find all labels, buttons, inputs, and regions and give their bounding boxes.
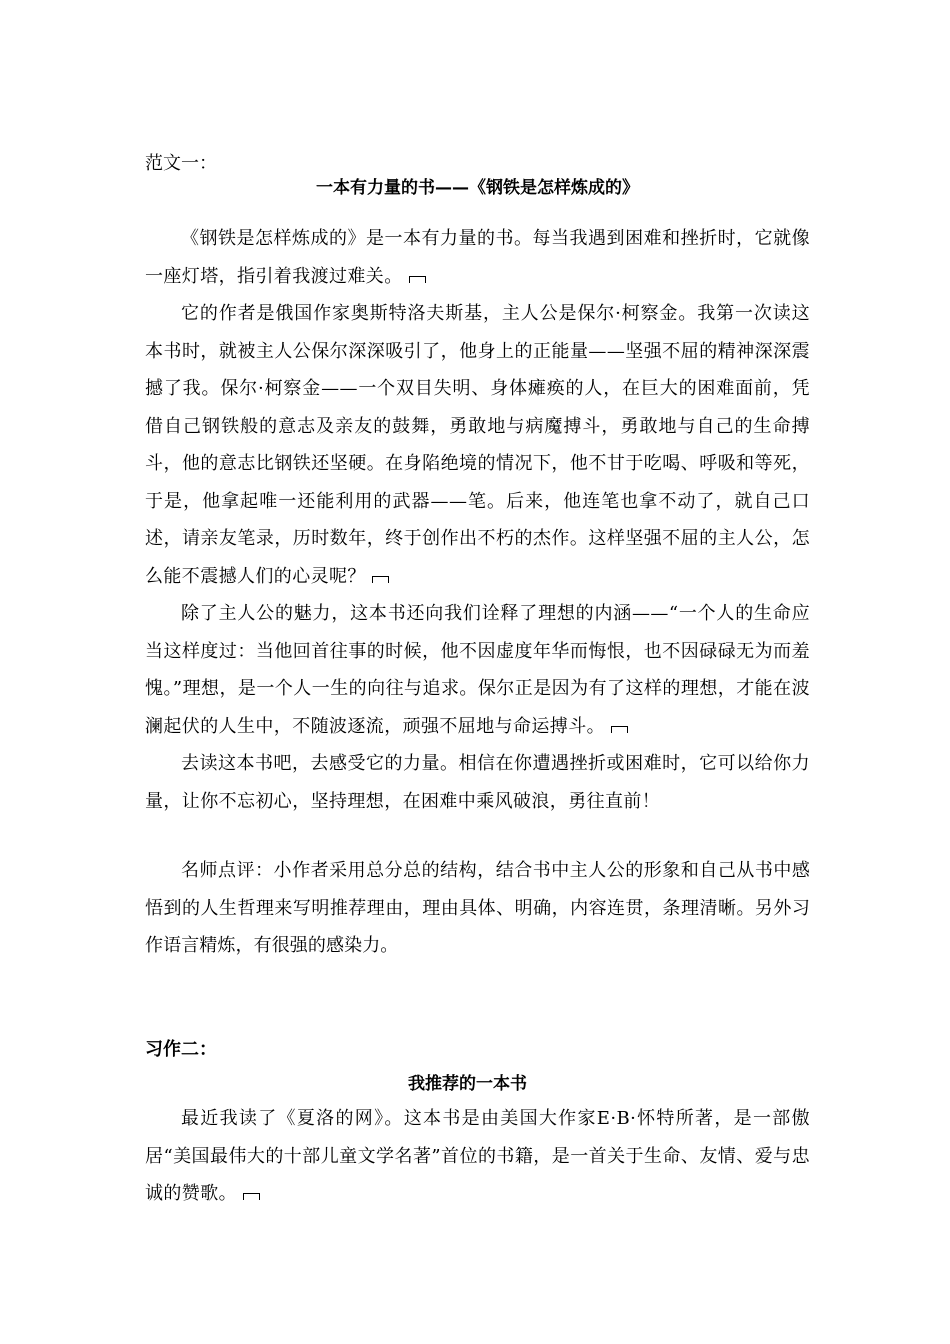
paragraph-mark-icon [611, 726, 628, 733]
section1-paragraph-1 [145, 220, 810, 295]
paragraph-text: 它的作者是俄国作家奥斯特洛夫斯基，主人公是保尔·柯察金。我第一次读这本书时，就被主人公保尔深深吸引了，他身上的正能量——坚强不屈的精神深深震撼了我。保尔·柯察金——一个双目失明、身体瘫痪的人，在巨大的困难面前，凭借自己钢铁般的意志及亲友的鼓舞，勇敢地与病魔搏斗，勇敢地与自己的生命搏斗，他的意志比钢铁还坚硬。在身陷绝境的情况下，他不甘于吃喝、呼吸和等死，于是，他拿起唯一还能利用的武器——笔。后来，他连笔也拿不动了，就自己口述，请亲友笔录，历时数年，终于创作出不朽的杰作。这样坚强不屈的主人公，怎么能不震撼人们的心灵呢？ [145, 303, 810, 587]
section1-title: 一本有力量的书——《钢铁是怎样炼成的》 [316, 178, 639, 198]
section2-paragraph-1 [145, 1100, 810, 1213]
paragraph-text: 去读这本书吧，去感受它的力量。相信在你遭遇挫折或困难时，它可以给你力量，让你不忘初心，坚持理想，在困难中乘风破浪，勇往直前！ [145, 753, 810, 812]
paragraph-text: 除了主人公的魅力，这本书还向我们诠释了理想的内涵——“一个人的生命应当这样度过：当他回首往事的时候，他不因虚度年华而悔恨，也不因碌碌无为而羞愧。”理想，是一个人一生的向往与追求。保尔正是因为有了这样的理想，才能在波澜起伏的人生中，不随波逐流，顽强不屈地与命运搏斗。 [145, 603, 810, 737]
teacher-comment [145, 852, 810, 965]
comment-text: 名师点评：小作者采用总分总的结构，结合书中主人公的形象和自己从书中感悟到的人生哲理来写明推荐理由，理由具体、明确，内容连贯，条理清晰。另外习作语言精炼，有很强的感染力。 [145, 860, 810, 956]
paragraph-text: 《钢铁是怎样炼成的》是一本有力量的书。每当我遇到困难和挫折时，它就像一座灯塔，指引着我渡过难关。 [145, 228, 810, 287]
section1-paragraph-3 [145, 595, 810, 745]
section2-label: 习作二： [145, 1039, 217, 1060]
paragraph-text: 最近我读了《夏洛的网》。这本书是由美国大作家E·B·怀特所著，是一部傲居“美国最伟大的十部儿童文学名著”首位的书籍，是一首关于生命、友情、爱与忠诚的赞歌。 [145, 1108, 810, 1204]
section1-paragraph-2 [145, 295, 810, 595]
paragraph-mark-icon [243, 1193, 260, 1200]
section1-label: 范文一： [145, 153, 217, 174]
paragraph-mark-icon [372, 576, 389, 583]
section2-title: 我推荐的一本书 [408, 1074, 527, 1094]
paragraph-mark-icon [409, 276, 426, 283]
section1-paragraph-4 [145, 745, 810, 820]
